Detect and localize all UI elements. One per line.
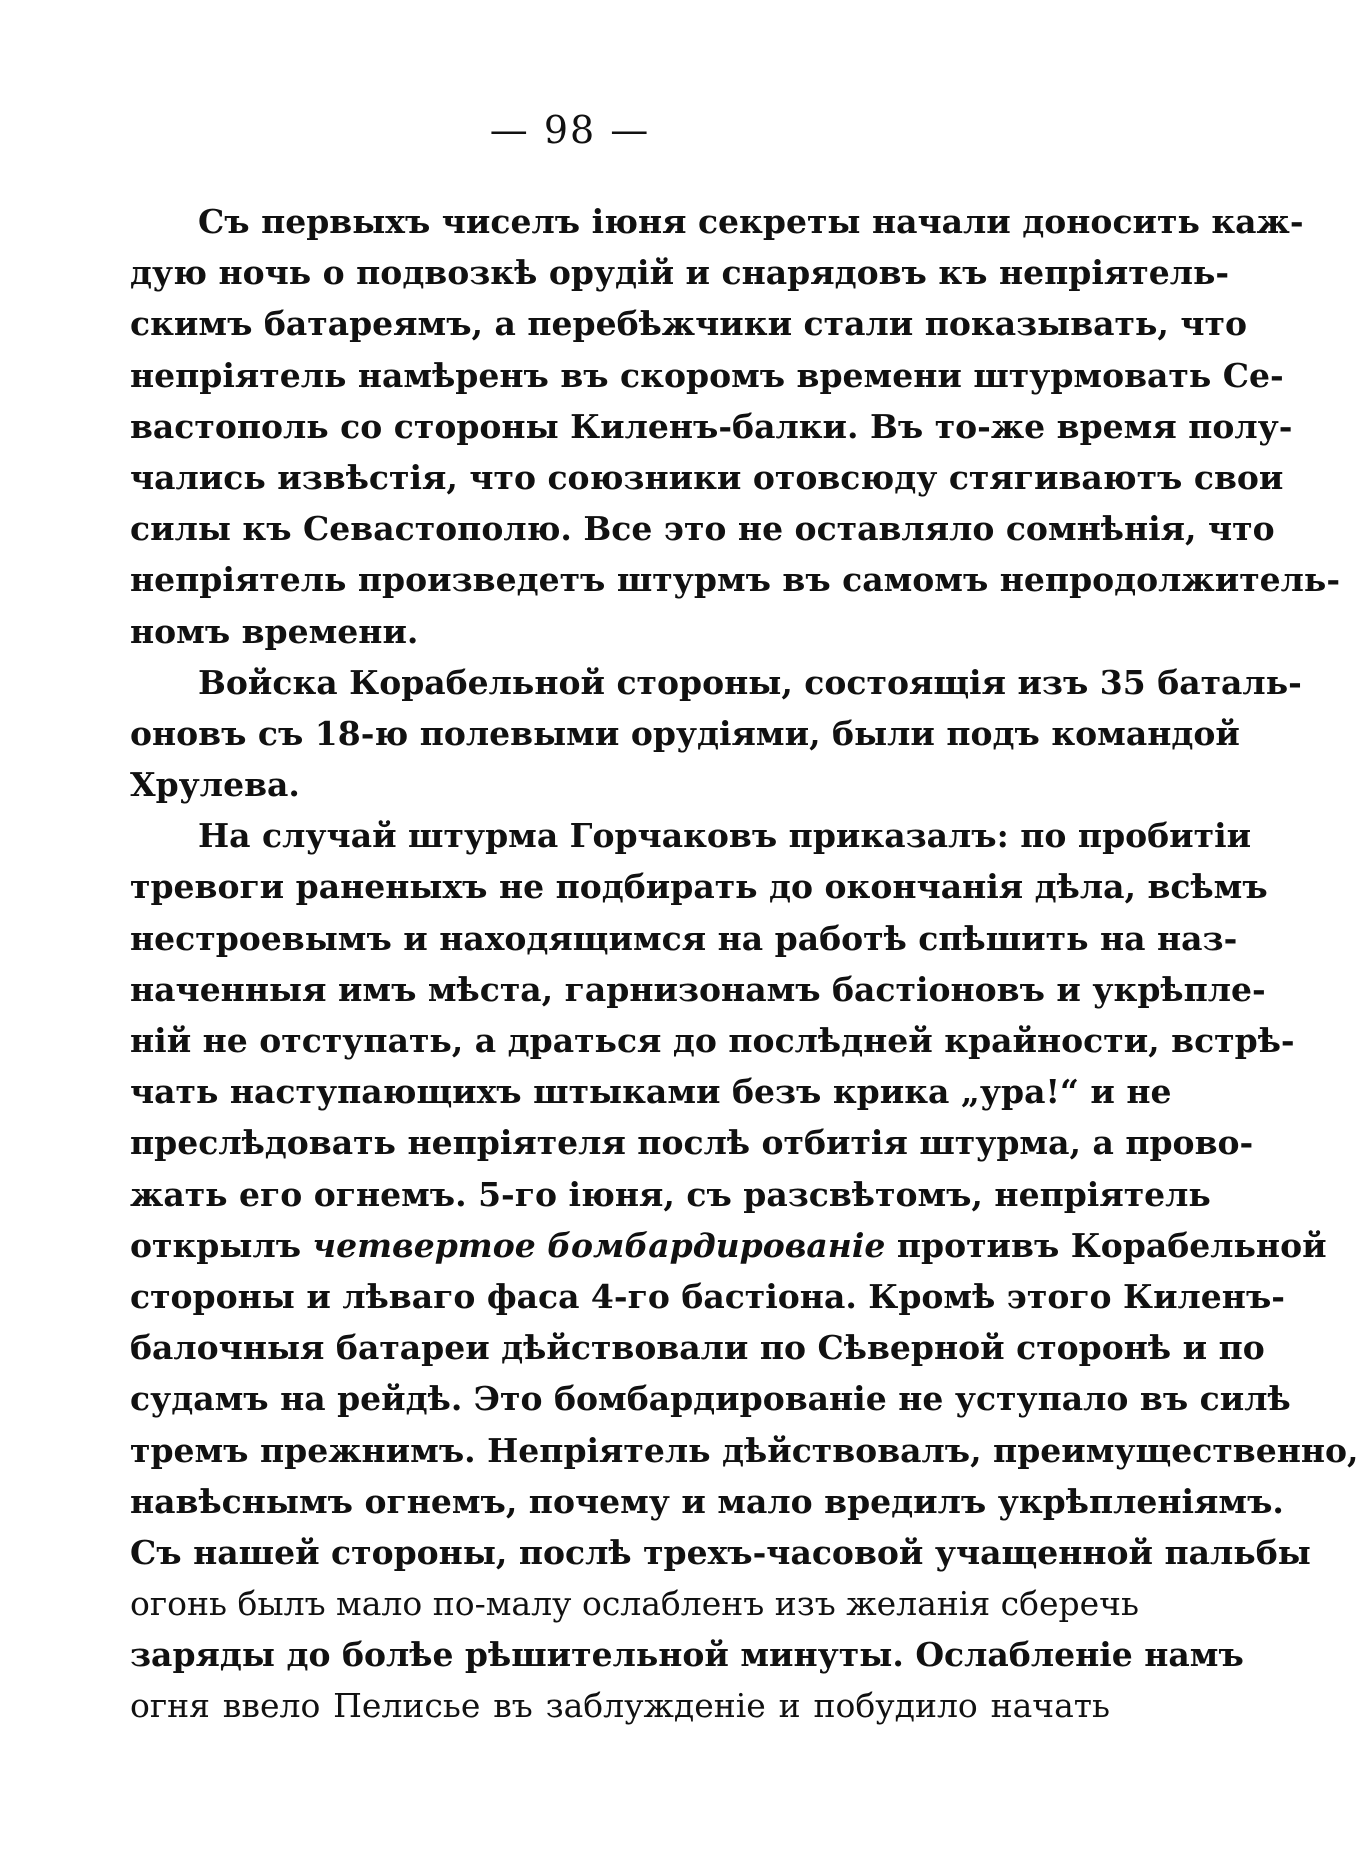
text-line: непріятель намѣренъ въ скоромъ времени штурмовать Се- xyxy=(130,355,1284,395)
text-line: огонь былъ мало по-малу ослабленъ изъ желанія сберечь xyxy=(130,1584,1139,1624)
text-line: Съ нашей стороны, послѣ трехъ-часовой учащенной пальбы xyxy=(130,1532,1311,1572)
text-line: непріятель произведетъ штурмъ въ самомъ непродолжитель- xyxy=(130,560,1341,600)
text-line: скимъ батареямъ, а перебѣжчики стали показывать, что xyxy=(130,304,1247,344)
text-line: чать наступающихъ штыками безъ крика „ура!“ и не xyxy=(130,1072,1172,1112)
text-line: оновъ съ 18-ю полевыми орудіями, были подъ командой xyxy=(130,713,1240,753)
text-line: судамъ на рейдѣ. Это бомбардированіе не уступало въ силѣ xyxy=(130,1379,1291,1419)
text-segment: противъ Корабельной xyxy=(896,1225,1327,1265)
page-number: — 98 — xyxy=(489,108,651,152)
italic-emphasis: четвертое бомбардированіе xyxy=(312,1225,886,1265)
text-line: нестроевымъ и находящимся на работѣ спѣшить на наз- xyxy=(130,918,1238,958)
text-line: огня ввело Пелисье въ заблужденіе и побудило начать xyxy=(130,1686,1110,1726)
paragraph-2 xyxy=(130,657,1302,811)
text-line: навѣснымъ огнемъ, почему и мало вредилъ укрѣпленіямъ. xyxy=(130,1481,1284,1521)
text-line: чались извѣстія, что союзники отовсюду стягиваютъ свои xyxy=(130,457,1284,497)
text-line: балочныя батареи дѣйствовали по Сѣверной сторонѣ и по xyxy=(130,1328,1265,1368)
text-line: силы къ Севастополю. Все это не оставляло сомнѣнія, что xyxy=(130,509,1275,549)
text-line: На случай штурма Горчаковъ приказалъ: по пробитіи xyxy=(198,816,1252,856)
text-line: наченныя имъ мѣста, гарнизонамъ бастіоновъ и укрѣпле- xyxy=(130,969,1266,1009)
text-line: вастополь со стороны Киленъ-балки. Въ то-же время полу- xyxy=(130,406,1293,446)
text-line: жать его огнемъ. 5-го іюня, съ разсвѣтомъ, непріятель xyxy=(130,1174,1211,1214)
text-line: дую ночь о подвозкѣ орудій и снарядовъ къ непріятель- xyxy=(130,253,1230,293)
text-line: стороны и лѣваго фаса 4-го бастіона. Кромѣ этого Киленъ- xyxy=(130,1276,1285,1316)
text-line: Войска Корабельной стороны, состоящія изъ 35 баталь- xyxy=(198,662,1302,702)
text-line: заряды до болѣе рѣшительной минуты. Ослабленіе намъ xyxy=(130,1635,1244,1675)
paragraph-3 xyxy=(130,810,1359,1731)
text-line: тремъ прежнимъ. Непріятель дѣйствовалъ, преимущественно, xyxy=(130,1430,1359,1470)
text-segment: открылъ xyxy=(130,1225,302,1265)
text-line: номъ времени. xyxy=(130,611,419,651)
body-text xyxy=(130,196,1359,1732)
text-line: ній не отступать, а драться до послѣдней крайности, встрѣ- xyxy=(130,1021,1295,1060)
text-line: преслѣдовать непріятеля послѣ отбитія штурма, а прово- xyxy=(130,1123,1254,1163)
text-line: Хрулева. xyxy=(130,765,300,805)
paragraph-1 xyxy=(130,196,1341,657)
text-line: Съ первыхъ чиселъ іюня секреты начали доносить каж- xyxy=(198,202,1304,241)
text-line: тревоги раненыхъ не подбирать до окончанія дѣла, всѣмъ xyxy=(130,867,1268,907)
text-line-with-italic xyxy=(130,1220,1327,1271)
